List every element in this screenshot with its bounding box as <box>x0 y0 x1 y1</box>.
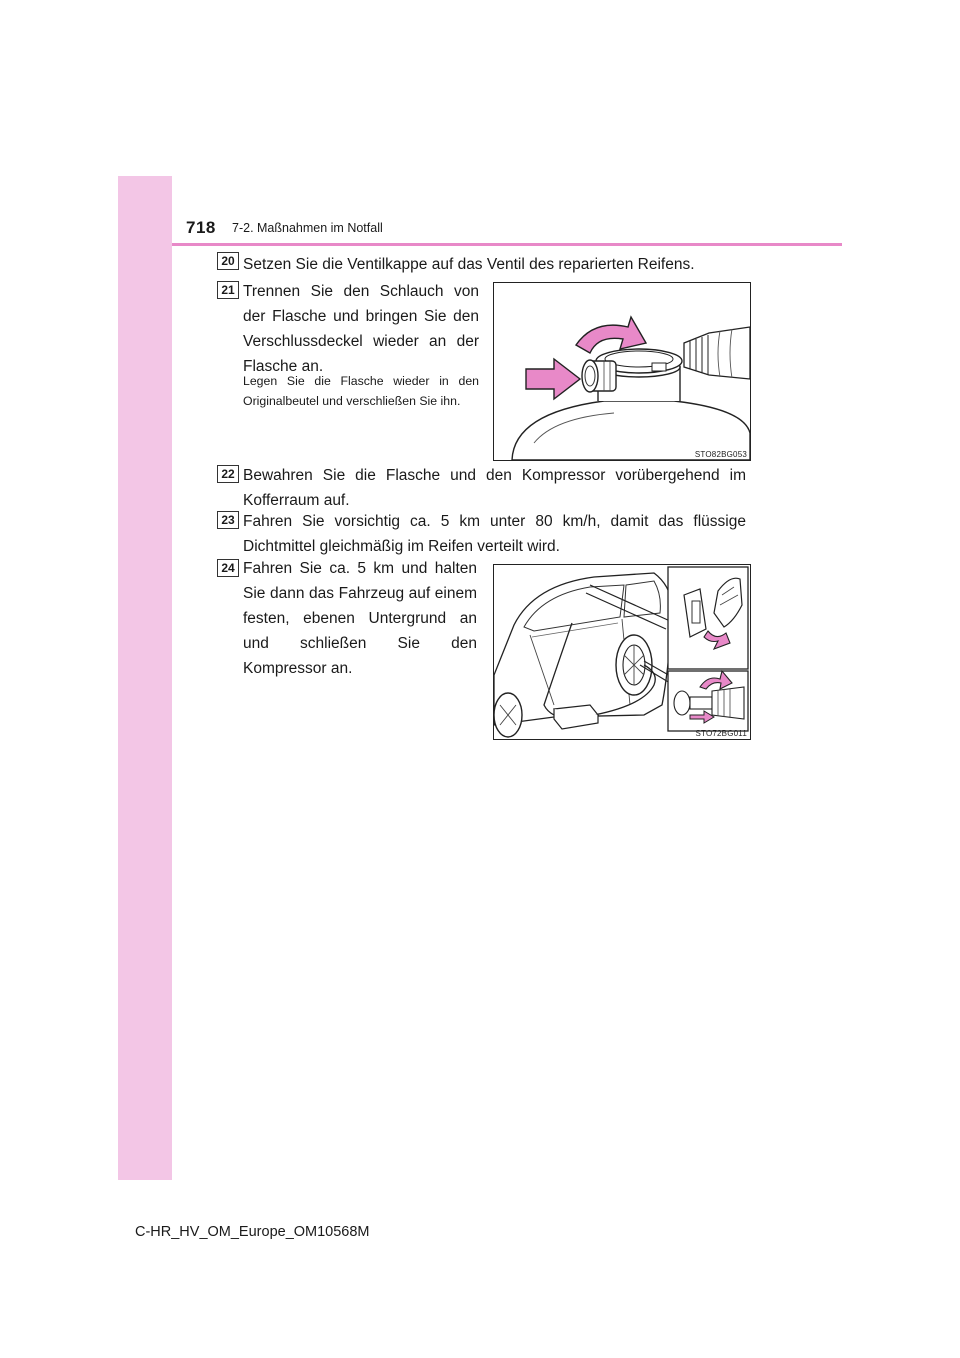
figure-compressor-connect <box>493 564 751 740</box>
step-number-21: 21 <box>217 281 239 299</box>
figure-1-code: STO82BG053 <box>694 450 747 459</box>
header-rule <box>172 243 842 246</box>
section-title: 7-2. Maßnahmen im Notfall <box>232 221 383 235</box>
step-21-note: Legen Sie die Flasche wieder in den Originalbeutel und verschließen Sie ihn. <box>243 374 479 408</box>
figure-cap-reattach <box>493 282 751 461</box>
step-23-text: Fahren Sie vorsichtig ca. 5 km unter 80 km/h, damit das flüssige Dichtmittel gleichmäßig im Reifen verteilt wird. <box>243 513 746 555</box>
step-number-20: 20 <box>217 252 239 270</box>
step-number-24: 24 <box>217 559 239 577</box>
footer-doc-id: C-HR_HV_OM_Europe_OM10568M <box>135 1224 370 1240</box>
sidebar-tab <box>118 176 172 1180</box>
step-24-text: Fahren Sie ca. 5 km und halten Sie dann das Fahrzeug auf einem festen, ebenen Untergrund an und schließen Sie den Kompressor an. <box>243 560 477 677</box>
page-number: 718 <box>186 218 216 237</box>
figure-2-code: STO72BG011 <box>695 729 747 738</box>
step-22-text: Bewahren Sie die Flasche und den Kompressor vorübergehend im Kofferraum auf. <box>243 467 746 509</box>
step-number-23: 23 <box>217 511 239 529</box>
step-21-text: Trennen Sie den Schlauch von der Flasche und bringen Sie den Verschlussdeckel wieder an der Flasche an. <box>243 283 479 375</box>
compressor-connect-illustration <box>494 565 750 739</box>
step-20-text: Setzen Sie die Ventilkappe auf das Ventil des reparierten Reifens. <box>243 256 695 273</box>
cap-reattach-illustration <box>494 283 750 460</box>
step-number-22: 22 <box>217 465 239 483</box>
